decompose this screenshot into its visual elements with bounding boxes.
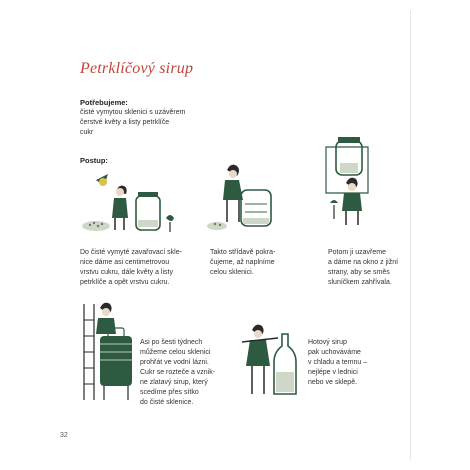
procedure-heading: Postup: [80,156,108,165]
step-4-line: Asi po šesti týdnech [140,339,203,346]
page-title: Petrklíčový sirup [80,60,194,77]
page-spine-line [410,10,411,460]
step-4-line: ne zlatavý sirup, který [140,379,208,386]
page-number: 32 [60,432,68,439]
step-5-line: pak uchováváme [308,349,361,356]
step-1-line: petrklíče a opět vrstvu cukru. [80,279,170,286]
step-3-line: Potom ji uzavřeme [328,249,386,256]
step-4-line: můžeme celou sklenici [140,349,211,356]
illustration-girl-filling-jar [78,170,188,240]
step-2-line: Takto střídavě pokra- [210,249,276,256]
step-1-text [80,248,182,288]
step-1-line: Do čisté vymyté zavařovací skle- [80,249,182,256]
step-1-line: nice dáme asi centimetrovou [80,259,170,266]
step-5-line: Hotový sirup [308,339,347,346]
step-4-line: scedíme přes sítko [140,389,199,396]
step-4-line: prohřát ve vodní lázni. [140,359,209,366]
ingredient-item: cukr [80,129,94,136]
step-2-line: celou sklenici. [210,269,254,276]
illustration-water-bath [78,300,143,405]
step-1-line: vrstvu cukru, dále květy a listy [80,269,173,276]
illustration-jar-on-window [322,133,392,228]
step-3-text [328,248,398,288]
step-3-line: strany, aby se směs [328,269,390,276]
step-3-line: a dáme na okno z jižní [328,259,399,266]
ingredients-list [80,108,185,138]
step-5-line: v chladu a temnu – [308,359,368,366]
illustration-girl-layering-jar [205,160,285,235]
step-3-line: sluníčkem zahřívala. [328,279,392,286]
step-5-line: nejlépe v lednici [308,369,358,376]
ingredient-item: čisté vymytou sklenici s uzávěrem [80,109,186,116]
step-5-text [308,338,367,388]
step-5-line: nebo ve sklepě. [308,379,358,386]
ingredients-heading: Potřebujeme: [80,98,128,107]
step-4-line: do čisté sklenice. [140,399,194,406]
ingredient-item: čerstvé květy a listy petrklíče [80,119,170,126]
illustration-girl-with-bottle [238,322,303,400]
step-4-line: Cukr se rozteče a vznik- [140,369,216,376]
step-4-text [140,338,215,408]
step-2-line: čujeme, až naplníme [210,259,275,266]
step-2-text [210,248,275,278]
